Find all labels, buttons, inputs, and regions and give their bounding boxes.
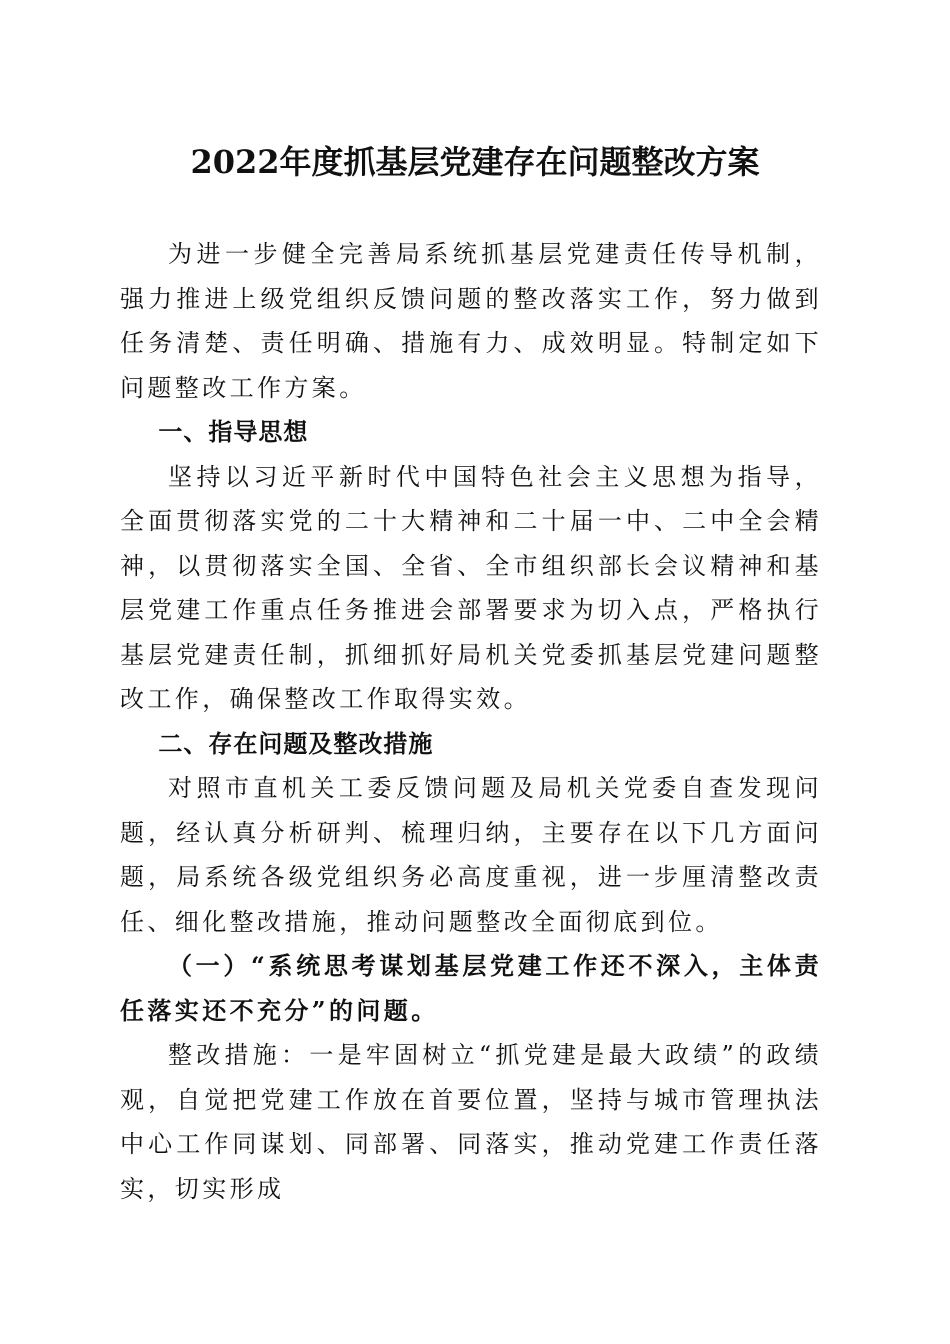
section-heading-problems-measures: 二、存在问题及整改措施	[158, 729, 434, 758]
guiding-ideology-paragraph: 坚持以习近平新时代中国特色社会主义思想为指导，全面贯彻落实党的二十大精神和二十届一中、二中全会精神，以贯彻落实全国、全省、全市组织部长会议精神和基层党建工作重点任务推进会部署要求为切入点，严格执行基层党建责任制，抓细抓好局机关党委抓基层党建问题整改工作，确保整改工作取得实效。	[120, 462, 822, 713]
problem-1-title: （一）“系统思考谋划基层党建工作还不深入，主体责任落实还不充分”的问题。	[120, 951, 822, 1025]
problem-1-measures: 整改措施：一是牢固树立“抓党建是最大政绩”的政绩观，自觉把党建工作放在首要位置，坚持与城市管理执法中心工作同谋划、同部署、同落实，推动党建工作责任落实，切实形成	[120, 1041, 822, 1203]
document-title: 2022年度抓基层党建存在问题整改方案	[190, 143, 760, 181]
document-body	[120, 232, 822, 1211]
intro-paragraph: 为进一步健全完善局系统抓基层党建责任传导机制，强力推进上级党组织反馈问题的整改落实工作，努力做到任务清楚、责任明确、措施有力、成效明显。特制定如下问题整改工作方案。	[120, 240, 822, 402]
problems-intro-paragraph: 对照市直机关工委反馈问题及局机关党委自查发现问题，经认真分析研判、梳理归纳，主要存在以下几方面问题，局系统各级党组织务必高度重视，进一步厘清整改责任、细化整改措施，推动问题整改全面彻底到位。	[120, 774, 822, 936]
section-heading-guiding-ideology: 一、指导思想	[158, 418, 309, 446]
